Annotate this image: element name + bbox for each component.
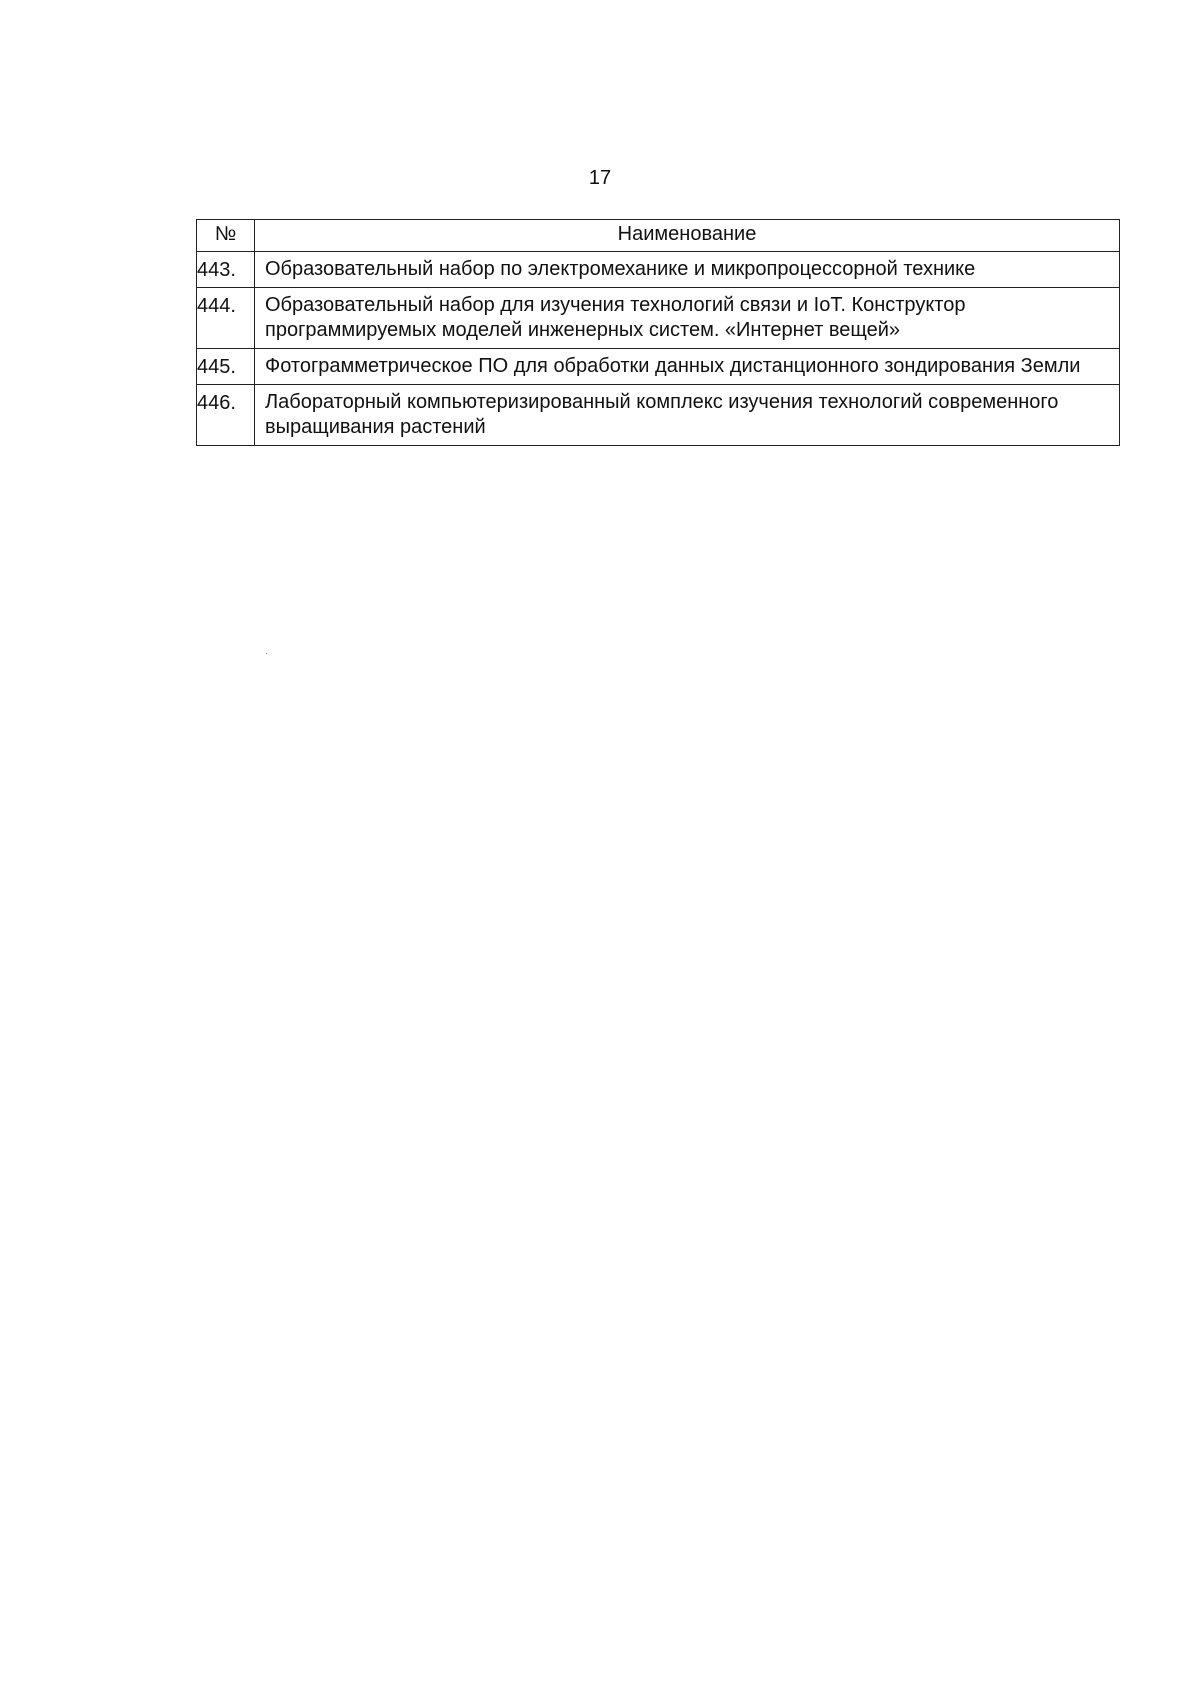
column-header-number: № xyxy=(197,220,255,252)
table-row xyxy=(197,288,1120,349)
equipment-table xyxy=(196,219,1120,446)
row-name: Образовательный набор для изучения технологий связи и IoT. Конструктор программируемых моделей инженерных систем. «Интернет вещей» xyxy=(255,288,1120,349)
row-name: Образовательный набор по электромеханике и микропроцессорной технике xyxy=(255,252,1120,288)
column-header-name: Наименование xyxy=(255,220,1120,252)
scan-speck xyxy=(266,653,267,654)
table-row xyxy=(197,252,1120,288)
row-name: Фотограмметрическое ПО для обработки данных дистанционного зондирования Земли xyxy=(255,349,1120,385)
row-number: 443. xyxy=(197,252,255,288)
table-row xyxy=(197,349,1120,385)
row-number: 445. xyxy=(197,349,255,385)
row-number: 444. xyxy=(197,288,255,349)
row-number: 446. xyxy=(197,385,255,446)
table-header-row xyxy=(197,220,1120,252)
row-name: Лабораторный компьютеризированный комплекс изучения технологий современного выращивания растений xyxy=(255,385,1120,446)
table-row xyxy=(197,385,1120,446)
page-number: 17 xyxy=(588,167,612,189)
